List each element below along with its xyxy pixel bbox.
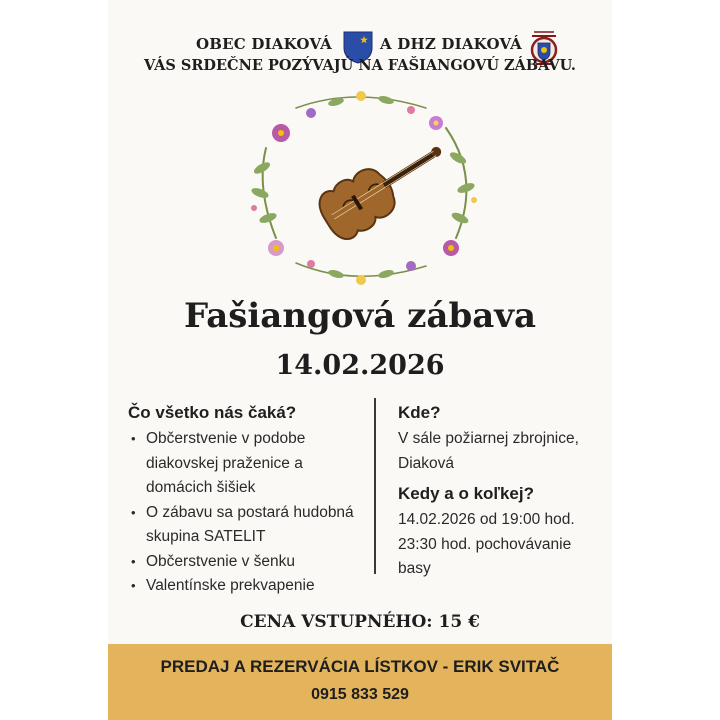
- details-section: [398, 403, 608, 582]
- list-item: • Občerstvenie v šenku: [128, 550, 368, 575]
- program-list: [128, 427, 368, 599]
- list-item: • Občerstvenie v podobe diakovskej praženice a domácich šišiek: [128, 427, 368, 501]
- ticket-footer: [108, 644, 612, 720]
- when-heading: Kedy a o koľkej?: [398, 484, 534, 503]
- column-divider: [374, 398, 376, 574]
- organizer-municipality: OBEC DIAKOVÁ: [196, 35, 332, 53]
- where-heading: Kde?: [398, 403, 441, 422]
- ticket-sales-contact: PREDAJ A REZERVÁCIA LÍSTKOV - ERIK SVITAČ: [160, 657, 560, 676]
- event-title: Fašiangová zábava: [183, 296, 537, 336]
- invitation-line: VÁS SRDEČNE POZÝVAJÚ NA FAŠIANGOVÚ ZÁBAVU.: [144, 57, 576, 74]
- event-date: 14.02.2026: [275, 350, 445, 381]
- list-item: • O zábavu sa postará hudobná skupina SATELIT: [128, 501, 368, 550]
- organizer-fire-brigade: A DHZ DIAKOVÁ: [380, 35, 523, 53]
- when-text: 14.02.2026 od 19:00 hod. 23:30 hod. pochovávanie basy: [398, 511, 575, 577]
- admission-price: CENA VSTUPNÉHO: 15 €: [240, 612, 480, 632]
- list-item: • Valentínske prekvapenie: [128, 574, 368, 599]
- program-section: [128, 403, 368, 599]
- double-bass-floral-wreath: [236, 88, 484, 288]
- contact-phone[interactable]: 0915 833 529: [311, 686, 409, 703]
- where-text: V sále požiarnej zbrojnice, Diaková: [398, 430, 579, 472]
- program-heading: Čo všetko nás čaká?: [128, 403, 297, 422]
- poster: [108, 0, 612, 720]
